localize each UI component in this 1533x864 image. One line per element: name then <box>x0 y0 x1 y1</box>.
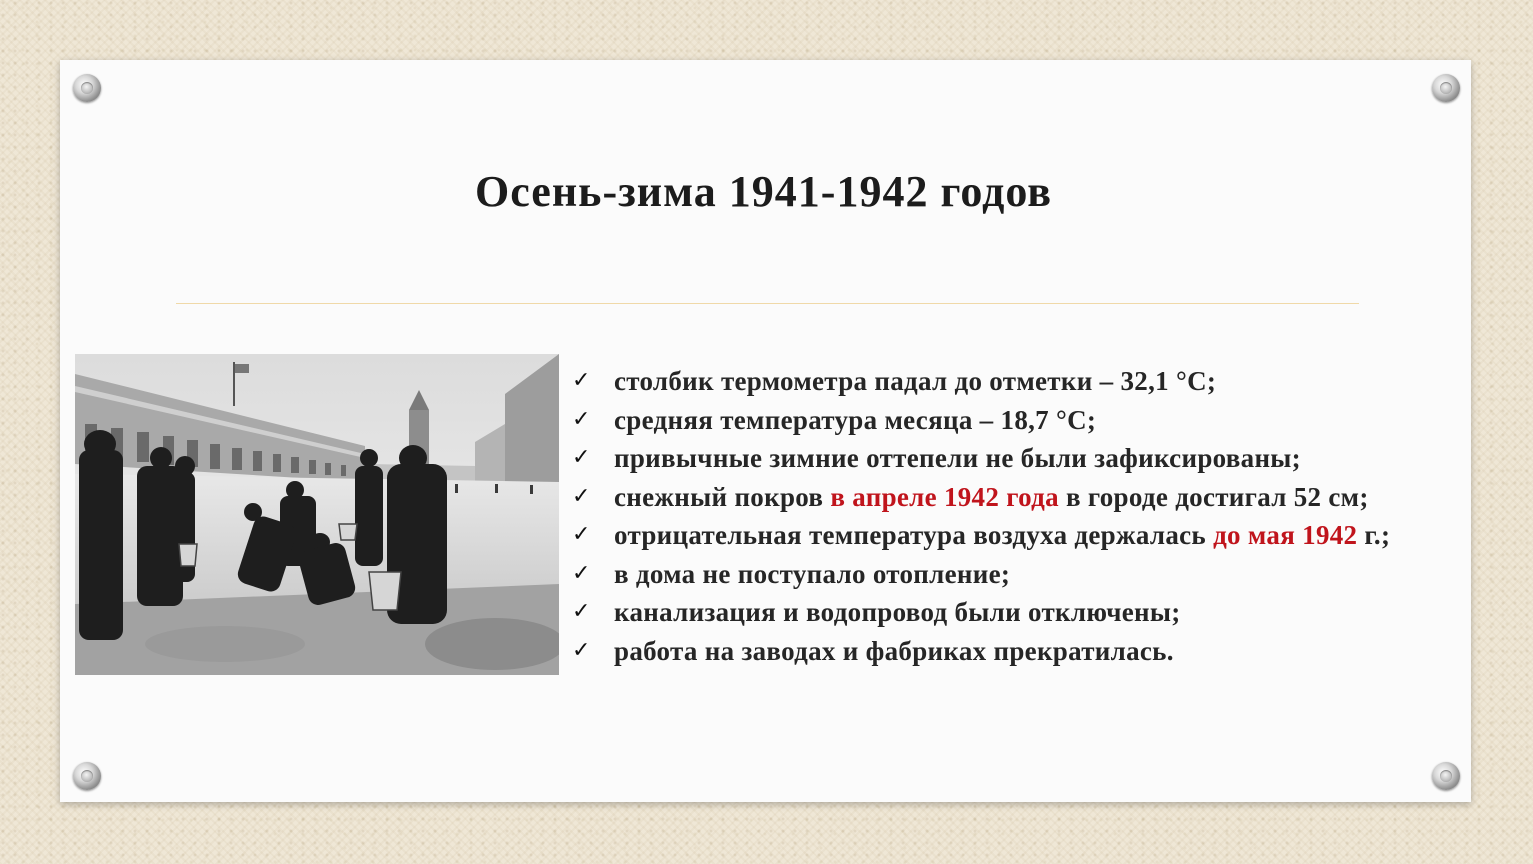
list-item-text: работа на заводах и фабриках прекратилась. <box>614 635 1174 666</box>
list-item-text: канализация и водопровод были отключены; <box>614 597 1181 627</box>
checkmark-icon: ✓ <box>572 483 591 509</box>
list-item <box>572 478 1412 517</box>
list-item-text: средняя температура месяца – 18,7 °C; <box>614 404 1097 435</box>
list-item <box>572 555 1412 594</box>
checkmark-icon: ✓ <box>572 599 591 624</box>
list-item <box>572 439 1412 478</box>
checkmark-icon: ✓ <box>572 406 591 432</box>
list-item-text: г.; <box>1357 520 1391 550</box>
checkmark-icon: ✓ <box>572 560 591 586</box>
slide-title: Осень-зима 1941-1942 годов <box>475 167 1052 216</box>
list-item-text: отрицательная температура воздуха держалась <box>614 520 1214 550</box>
checkmark-icon: ✓ <box>572 445 591 470</box>
list-item <box>572 593 1412 632</box>
list-item <box>572 401 1412 440</box>
pushpin-icon <box>1432 74 1460 102</box>
highlighted-text: в апреле 1942 года <box>830 481 1059 512</box>
list-item-text: столбик термометра падал до отметки – 32,1 °C; <box>614 366 1217 396</box>
list-item <box>572 632 1412 671</box>
pushpin-icon <box>1432 762 1460 790</box>
list-item-text: привычные зимние оттепели не были зафиксированы; <box>614 443 1301 473</box>
list-item-text: снежный покров <box>614 481 831 512</box>
list-item <box>572 362 1412 401</box>
list-item-text: в дома не поступало отопление; <box>614 558 1011 589</box>
pushpin-icon <box>73 762 101 790</box>
checkmark-icon: ✓ <box>572 368 591 393</box>
checkmark-icon: ✓ <box>572 637 591 663</box>
blockade-winter-photo <box>75 354 559 675</box>
checkmark-icon: ✓ <box>572 522 591 547</box>
list-item <box>572 516 1412 555</box>
title-divider <box>176 303 1359 304</box>
highlighted-text: до мая 1942 <box>1213 520 1358 550</box>
facts-list <box>572 362 1412 670</box>
pushpin-icon <box>73 74 101 102</box>
list-item-text: в городе достигал 52 см; <box>1058 481 1369 512</box>
